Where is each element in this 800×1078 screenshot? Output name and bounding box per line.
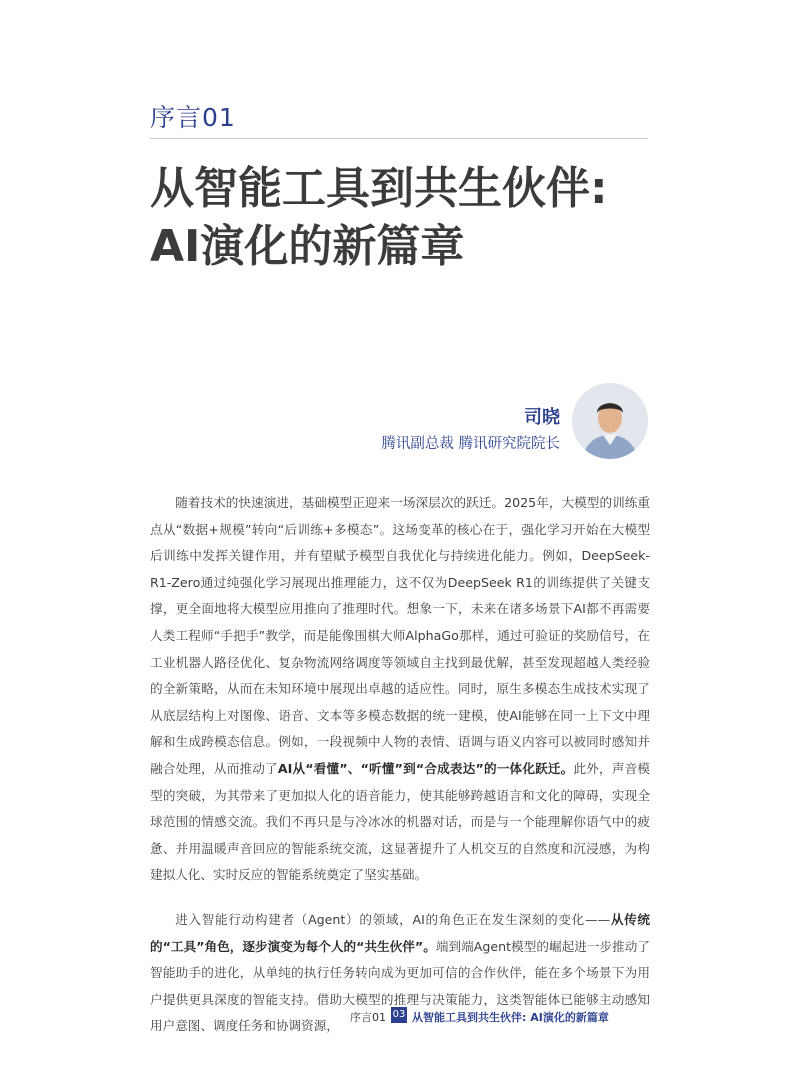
page-number: 03: [391, 1007, 407, 1023]
author-name: 司晓: [524, 407, 560, 428]
page-footer: [0, 1006, 800, 1026]
title-line-1: 从智能工具到共生伙伴:: [150, 163, 608, 214]
emphasis: AI从“看懂”、“听懂”到“合成表达”的一体化跃迁。: [277, 760, 574, 776]
emphasis: 从传统的“工具”角色，逐步演变为每个人的“共生伙伴”。: [150, 911, 651, 954]
section-label: 序言01: [150, 103, 236, 132]
paragraph: 随着技术的快速演进，基础模型正迎来一场深层次的跃迁。2025年，大模型的训练重点从“数据+规模”转向“后训练+多模态”。这场变革的核心在于，强化学习开始在大模型后训练中发挥关键作用，并有望赋予模型自我优化与持续进化能力。例如，DeepSeek-R1-Zero通过纯强化学习展现出推理能力，这不仅为DeepSeek R1的训练提供了关键支撑，更全面地将大模型应用推向了推理时代。想象一下，未来在诸多场景下AI都不再需要人类工程师“手把手”教学，而是能像围棋大师AlphaGo那样，通过可验证的奖励信号，在工业机器人路径优化、复杂物流网络调度等领域自主找到最优解，甚至发现超越人类经验的全新策略，从而在未知环境中展现出卓越的适应性。同时，原生多模态生成技术实现了从底层结构上对图像、语音、文本等多模态数据的统一建模，使AI能够在同一上下文中理解和生成跨模态信息。例如，一段视频中人物的表情、语调与语义内容可以被同时感知并融合处理，从而推动了AI从“看懂”、“听懂”到“合成表达”的一体化跃迁。此外，声音模型的突破，为其带来了更加拟人化的语音能力，使其能够跨越语言和文化的障碍，实现全球范围的情感交流。我们不再只是与冷冰冰的机器对话，而是与一个能理解你语气中的疲惫、并用温暖声音回应的智能系统交流，这显著提升了人机交互的自然度和沉浸感，为构建拟人化、实时反应的智能系统奠定了坚实基础。: [150, 495, 651, 883]
page-title: [150, 160, 710, 276]
footer-title: 从智能工具到共生伙伴: AI演化的新篇章: [412, 1011, 609, 1024]
paragraph: 进入智能行动构建者（Agent）的领域，AI的角色正在发生深刻的变化——从传统的“工具”角色，逐步演变为每个人的“共生伙伴”。端到端Agent模型的崛起进一步推动了智能助手的进化，从单纯的执行任务转向成为更加可信的合作伙伴，能在多个场景下为用户提供更具深度的智能支持。借助大模型的推理与决策能力，这类智能体已能够主动感知用户意图、调度任务和协调资源，: [150, 911, 651, 1034]
author-photo: [572, 383, 648, 459]
footer-section: 序言01: [350, 1011, 386, 1024]
body-text: [150, 490, 650, 1040]
title-line-2: AI演化的新篇章: [150, 221, 465, 272]
divider: [150, 138, 648, 139]
author-role: 腾讯副总裁 腾讯研究院院长: [381, 436, 560, 452]
